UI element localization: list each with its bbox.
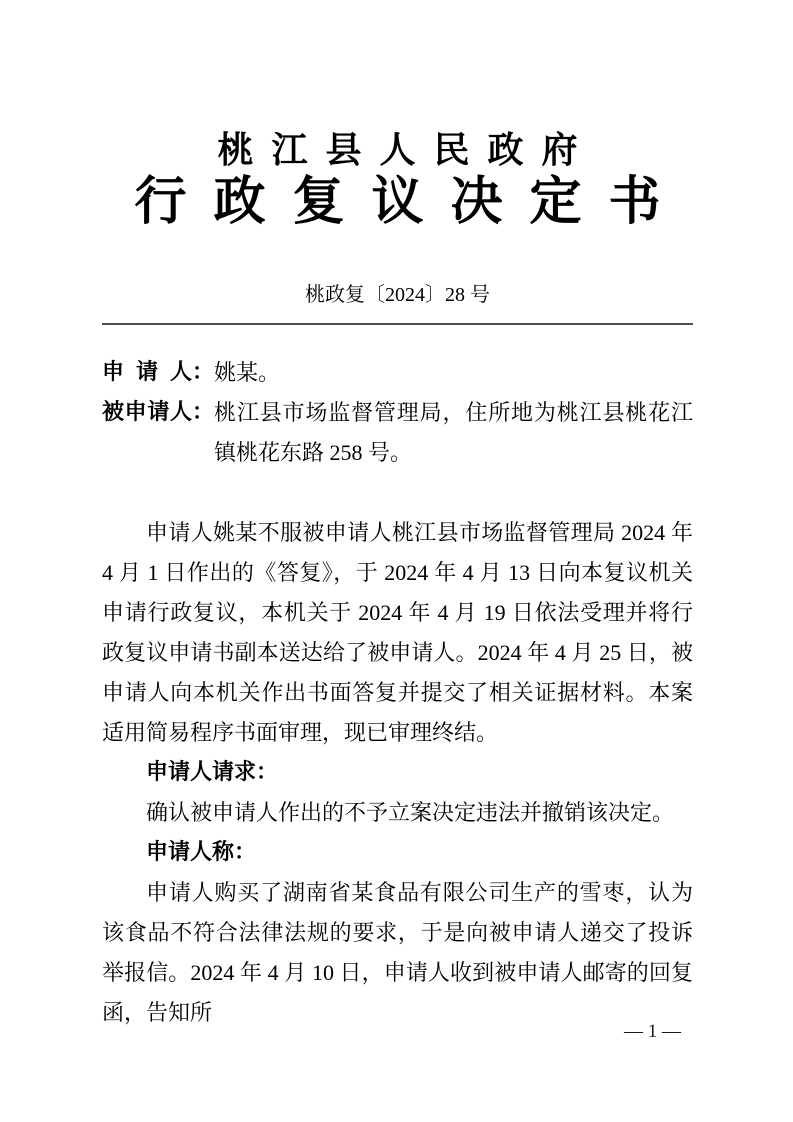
respondent-label-text: 被申请人 — [102, 400, 192, 425]
applicant-label — [102, 353, 214, 393]
respondent-label — [102, 393, 214, 433]
respondent-row — [102, 393, 693, 473]
applicant-label-colon: ： — [192, 360, 215, 385]
applicant-claim-heading: 申请人称： — [146, 840, 257, 865]
respondent-value: 桃江县市场监督管理局，住所地为桃江县桃花江镇桃花东路 258 号。 — [214, 400, 693, 465]
document-type-title: 行政复议决定书 — [134, 172, 688, 232]
case-summary-paragraph: 申请人姚某不服被申请人桃江县市场监督管理局 2024 年 4 月 1 日作出的《答复》，于 2024 年 4 月 13 日向本复议机关申请行政复议，本机关于 2024 年 4 月 19 日依法受理并将行政复议申请书副本送达给了被申请人。2024 年 4 月 25 日，被申请人向本机关作出书面答复并提交了相关证据材料。本案适用简易程序书面审理，现已审理终结。 — [102, 520, 693, 745]
issuing-authority-title: 桃江县人民政府 — [217, 129, 596, 171]
applicant-request-heading: 申请人请求： — [146, 760, 279, 785]
header-divider-rule — [102, 323, 693, 325]
applicant-value: 姚某。 — [214, 360, 281, 385]
applicant-row — [102, 353, 693, 393]
applicant-claim-paragraph: 申请人购买了湖南省某食品有限公司生产的雪枣，认为该食品不符合法律法规的要求，于是向被申请人递交了投诉举报信。2024 年 4 月 10 日，申请人收到被申请人邮寄的回复函，告知所 — [102, 880, 693, 1025]
page-number: — 1 — — [624, 1021, 681, 1042]
document-body — [102, 513, 693, 1033]
respondent-label-colon: ： — [192, 400, 215, 425]
document-number: 桃政复〔2024〕28 号 — [305, 284, 490, 306]
parties-section — [102, 353, 693, 473]
applicant-label-text: 申请人 — [102, 360, 192, 385]
document-header — [102, 128, 693, 325]
applicant-request-paragraph: 确认被申请人作出的不予立案决定违法并撤销该决定。 — [146, 800, 675, 825]
